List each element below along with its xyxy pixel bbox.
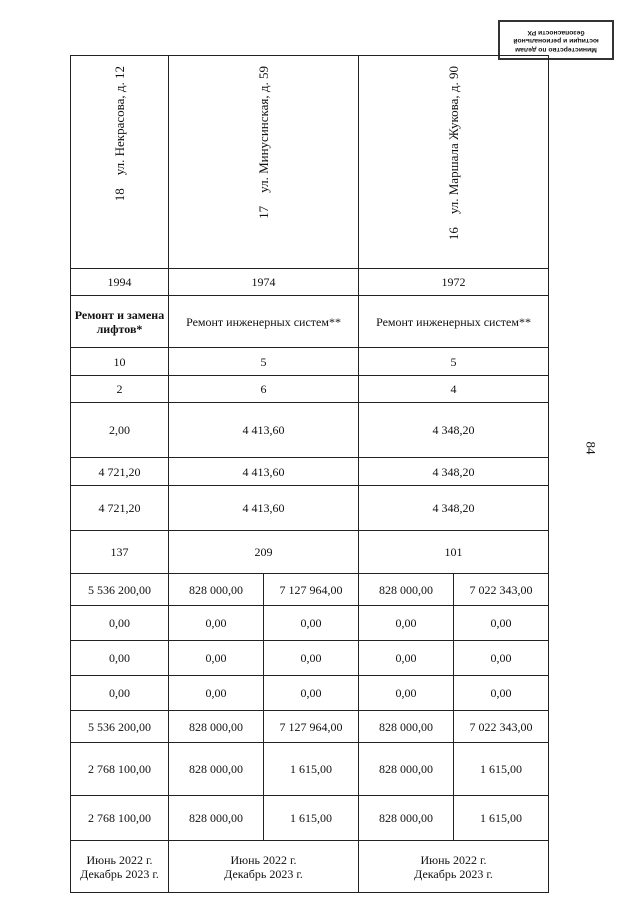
table-cell: 7 022 343,00 bbox=[454, 711, 549, 743]
building-header bbox=[447, 66, 461, 240]
table-row bbox=[71, 711, 549, 743]
work-type-cell: Ремонт инженерных систем** bbox=[169, 296, 359, 348]
table-cell: 0,00 bbox=[359, 606, 454, 641]
table-cell: 828 000,00 bbox=[359, 796, 454, 841]
table-cell: 4 348,20 bbox=[359, 486, 549, 531]
table-cell: 0,00 bbox=[169, 676, 264, 711]
table-cell: 4 721,20 bbox=[71, 458, 169, 486]
building-header bbox=[257, 66, 271, 219]
stamp-line: безопасности РХ bbox=[527, 28, 585, 36]
table-cell: 1 615,00 bbox=[454, 796, 549, 841]
table-row bbox=[71, 348, 549, 376]
table-cell: 0,00 bbox=[71, 606, 169, 641]
period-start: Июнь 2022 г. bbox=[86, 852, 153, 867]
table-cell: 828 000,00 bbox=[169, 743, 264, 796]
table-cell: 0,00 bbox=[359, 676, 454, 711]
table-cell: 4 721,20 bbox=[71, 486, 169, 531]
year-cell: 1974 bbox=[169, 269, 359, 296]
building-header bbox=[113, 66, 127, 201]
table-cell: 1 615,00 bbox=[264, 796, 359, 841]
table-cell: 6 bbox=[169, 376, 359, 403]
table-cell: 7 022 343,00 bbox=[454, 574, 549, 606]
repair-schedule-table bbox=[70, 55, 549, 893]
table-cell: 7 127 964,00 bbox=[264, 711, 359, 743]
building-address: ул. Некрасова, д. 12 bbox=[111, 66, 127, 176]
period-cell bbox=[359, 841, 549, 893]
year-cell: 1972 bbox=[359, 269, 549, 296]
table-cell: 828 000,00 bbox=[169, 711, 264, 743]
building-number: 16 bbox=[445, 227, 461, 241]
building-number: 17 bbox=[255, 205, 271, 219]
table-cell: 0,00 bbox=[454, 676, 549, 711]
table-cell: 828 000,00 bbox=[359, 574, 454, 606]
table-row bbox=[71, 841, 549, 893]
table-row bbox=[71, 458, 549, 486]
table-cell: 5 536 200,00 bbox=[71, 711, 169, 743]
period-cell bbox=[169, 841, 359, 893]
period-start: Июнь 2022 г. bbox=[230, 852, 297, 867]
page-number: 84 bbox=[583, 441, 599, 455]
table-cell: 4 bbox=[359, 376, 549, 403]
ministry-stamp bbox=[498, 20, 614, 60]
table-cell: 828 000,00 bbox=[169, 574, 264, 606]
period-end: Декабрь 2023 г. bbox=[224, 866, 303, 881]
table-cell: 2,00 bbox=[71, 403, 169, 458]
table-row bbox=[71, 56, 549, 269]
table-cell: 7 127 964,00 bbox=[264, 574, 359, 606]
table-cell: 101 bbox=[359, 531, 549, 574]
table-row bbox=[71, 376, 549, 403]
table-row bbox=[71, 606, 549, 641]
table-cell: 0,00 bbox=[454, 641, 549, 676]
building-address: ул. Минусинская, д. 59 bbox=[255, 66, 271, 193]
year-cell: 1994 bbox=[71, 269, 169, 296]
period-cell bbox=[71, 841, 169, 893]
table-cell: 137 bbox=[71, 531, 169, 574]
table-row bbox=[71, 403, 549, 458]
table-row bbox=[71, 743, 549, 796]
table-cell: 209 bbox=[169, 531, 359, 574]
building-header-cell bbox=[71, 56, 169, 269]
table-cell: 5 bbox=[169, 348, 359, 376]
table-row bbox=[71, 796, 549, 841]
table-cell: 1 615,00 bbox=[454, 743, 549, 796]
table-cell: 4 413,60 bbox=[169, 458, 359, 486]
table-row bbox=[71, 641, 549, 676]
table-cell: 0,00 bbox=[169, 606, 264, 641]
table-cell: 10 bbox=[71, 348, 169, 376]
table-cell: 828 000,00 bbox=[169, 796, 264, 841]
table-cell: 2 bbox=[71, 376, 169, 403]
table-cell: 4 413,60 bbox=[169, 486, 359, 531]
building-header-cell bbox=[359, 56, 549, 269]
table-cell: 0,00 bbox=[169, 641, 264, 676]
table-cell: 0,00 bbox=[264, 606, 359, 641]
period-end: Декабрь 2023 г. bbox=[80, 866, 159, 881]
table-cell: 0,00 bbox=[264, 641, 359, 676]
table-cell: 828 000,00 bbox=[359, 743, 454, 796]
building-address: ул. Маршала Жукова, д. 90 bbox=[445, 66, 461, 215]
building-header-cell bbox=[169, 56, 359, 269]
table-cell: 5 536 200,00 bbox=[71, 574, 169, 606]
work-type-cell: Ремонт и замена лифтов* bbox=[71, 296, 169, 348]
table-cell: 4 348,20 bbox=[359, 403, 549, 458]
table-cell: 0,00 bbox=[71, 641, 169, 676]
table-cell: 4 348,20 bbox=[359, 458, 549, 486]
table-cell: 2 768 100,00 bbox=[71, 796, 169, 841]
table-row bbox=[71, 269, 549, 296]
stamp-line: юстиции и региональной bbox=[513, 37, 599, 45]
building-number: 18 bbox=[111, 188, 127, 202]
table-row bbox=[71, 296, 549, 348]
table-cell: 0,00 bbox=[71, 676, 169, 711]
table-cell: 828 000,00 bbox=[359, 711, 454, 743]
table-cell: 0,00 bbox=[359, 641, 454, 676]
stamp-line: Министерство по делам bbox=[515, 45, 597, 53]
table-cell: 4 413,60 bbox=[169, 403, 359, 458]
table-cell: 0,00 bbox=[454, 606, 549, 641]
table-cell: 0,00 bbox=[264, 676, 359, 711]
table-cell: 2 768 100,00 bbox=[71, 743, 169, 796]
table-row bbox=[71, 574, 549, 606]
period-start: Июнь 2022 г. bbox=[420, 852, 487, 867]
period-end: Декабрь 2023 г. bbox=[414, 866, 493, 881]
table-row bbox=[71, 676, 549, 711]
work-type-cell: Ремонт инженерных систем** bbox=[359, 296, 549, 348]
table-row bbox=[71, 531, 549, 574]
table-row bbox=[71, 486, 549, 531]
table-cell: 1 615,00 bbox=[264, 743, 359, 796]
table-cell: 5 bbox=[359, 348, 549, 376]
